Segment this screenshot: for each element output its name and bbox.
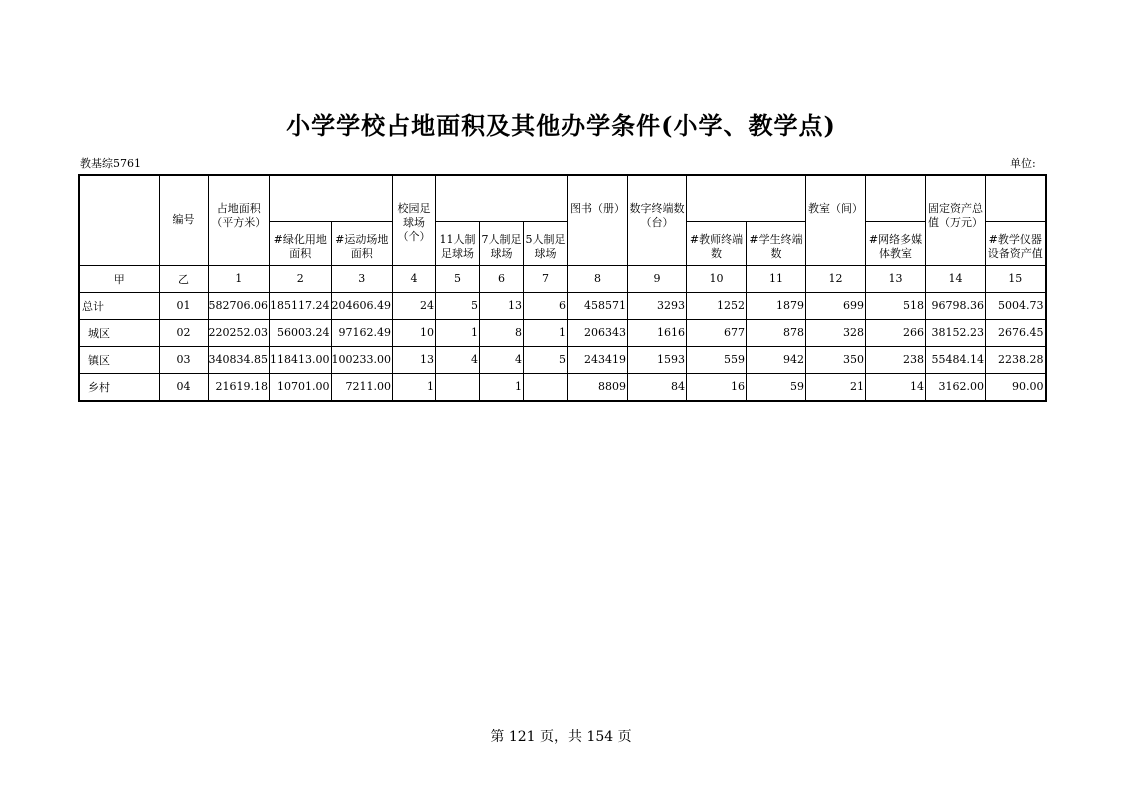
cell-teacher-terminals: 1252 [687,292,747,319]
cell-student-terminals: 942 [747,346,806,373]
cell-fixed-assets: 96798.36 [926,292,986,319]
cell-sports-area: 7211.00 [331,373,393,401]
header-fixed-assets: 固定资产总值（万元） [926,175,986,265]
header-land-area: 占地面积（平方米） [208,175,270,265]
index-cell: 4 [393,265,436,292]
cell-sports-area: 100233.00 [331,346,393,373]
header-teaching-equipment: #教学仪器设备资产值 [986,221,1046,265]
header-books: 图书（册） [568,175,628,265]
cell-teaching-equipment: 90.00 [986,373,1046,401]
row-label: 乡村 [79,373,159,401]
statistics-table [78,174,1047,402]
cell-football-fields: 10 [393,319,436,346]
header-classrooms-group [866,175,926,221]
page-number: 第 121 页，共 154 页 [490,729,632,745]
cell-green-area: 185117.24 [270,292,332,319]
header-land-area-group [270,175,393,221]
header-terminals-group [687,175,806,221]
cell-green-area: 56003.24 [270,319,332,346]
index-cell: 5 [436,265,480,292]
index-cell: 甲 [79,265,159,292]
row-label: 城区 [79,319,159,346]
cell-classrooms: 328 [806,319,866,346]
cell-multimedia-rooms: 14 [866,373,926,401]
header-multimedia-rooms: #网络多媒体教室 [866,221,926,265]
table-row [79,346,1046,373]
cell-football-5: 1 [524,319,568,346]
cell-classrooms: 350 [806,346,866,373]
header-code: 编号 [159,175,208,265]
cell-football-7: 8 [480,319,524,346]
cell-football-5 [524,373,568,401]
header-football-11: 11人制足球场 [436,221,480,265]
row-code: 04 [159,373,208,401]
row-code: 01 [159,292,208,319]
cell-football-fields: 13 [393,346,436,373]
cell-football-7: 13 [480,292,524,319]
index-cell: 2 [270,265,332,292]
index-cell: 3 [331,265,393,292]
index-cell: 6 [480,265,524,292]
cell-sports-area: 204606.49 [331,292,393,319]
cell-multimedia-rooms: 238 [866,346,926,373]
cell-football-11: 1 [436,319,480,346]
cell-football-5: 5 [524,346,568,373]
cell-student-terminals: 878 [747,319,806,346]
cell-teacher-terminals: 677 [687,319,747,346]
unit-label: 单位: [1010,157,1036,170]
header-row-label [79,175,159,265]
cell-fixed-assets: 38152.23 [926,319,986,346]
table-code: 教基综5761 [80,157,141,170]
cell-teacher-terminals: 559 [687,346,747,373]
cell-football-11 [436,373,480,401]
cell-digital-terminals: 3293 [628,292,687,319]
index-cell: 9 [628,265,687,292]
cell-football-5: 6 [524,292,568,319]
cell-land-area: 340834.85 [208,346,270,373]
index-cell: 7 [524,265,568,292]
cell-fixed-assets: 3162.00 [926,373,986,401]
cell-football-fields: 24 [393,292,436,319]
row-label: 镇区 [79,346,159,373]
index-cell: 乙 [159,265,208,292]
header-sports-area: #运动场地面积 [331,221,393,265]
table-row [79,292,1046,319]
header-student-terminals: #学生终端数 [747,221,806,265]
cell-classrooms: 21 [806,373,866,401]
header-classrooms: 教室（间） [806,175,866,265]
header-football-5: 5人制足球场 [524,221,568,265]
cell-classrooms: 699 [806,292,866,319]
cell-teaching-equipment: 2676.45 [986,319,1046,346]
cell-football-7: 4 [480,346,524,373]
cell-books: 8809 [568,373,628,401]
cell-sports-area: 97162.49 [331,319,393,346]
index-cell: 15 [986,265,1046,292]
cell-football-fields: 1 [393,373,436,401]
cell-fixed-assets: 55484.14 [926,346,986,373]
cell-digital-terminals: 1593 [628,346,687,373]
header-digital-terminals: 数字终端数（台） [628,175,687,265]
index-cell: 12 [806,265,866,292]
cell-books: 243419 [568,346,628,373]
row-label: 总计 [79,292,159,319]
header-assets-group [986,175,1046,221]
page-title: 小学学校占地面积及其他办学条件(小学、教学点) [286,111,836,140]
index-cell: 1 [208,265,270,292]
column-index-row [79,265,1046,292]
table-row [79,319,1046,346]
cell-multimedia-rooms: 266 [866,319,926,346]
header-teacher-terminals: #教师终端数 [687,221,747,265]
index-cell: 14 [926,265,986,292]
cell-football-11: 5 [436,292,480,319]
header-football-fields: 校园足球场（个） [393,175,436,265]
cell-teaching-equipment: 5004.73 [986,292,1046,319]
cell-digital-terminals: 84 [628,373,687,401]
index-cell: 13 [866,265,926,292]
index-cell: 11 [747,265,806,292]
index-cell: 8 [568,265,628,292]
cell-football-7: 1 [480,373,524,401]
cell-student-terminals: 1879 [747,292,806,319]
row-code: 03 [159,346,208,373]
header-row-top [79,175,1046,221]
cell-student-terminals: 59 [747,373,806,401]
cell-land-area: 21619.18 [208,373,270,401]
row-code: 02 [159,319,208,346]
index-cell: 10 [687,265,747,292]
cell-books: 206343 [568,319,628,346]
cell-green-area: 118413.00 [270,346,332,373]
cell-books: 458571 [568,292,628,319]
cell-teacher-terminals: 16 [687,373,747,401]
cell-green-area: 10701.00 [270,373,332,401]
cell-land-area: 582706.06 [208,292,270,319]
header-green-area: #绿化用地面积 [270,221,332,265]
cell-teaching-equipment: 2238.28 [986,346,1046,373]
cell-digital-terminals: 1616 [628,319,687,346]
header-football-group [436,175,568,221]
header-football-7: 7人制足球场 [480,221,524,265]
table-row [79,373,1046,401]
cell-land-area: 220252.03 [208,319,270,346]
cell-football-11: 4 [436,346,480,373]
cell-multimedia-rooms: 518 [866,292,926,319]
